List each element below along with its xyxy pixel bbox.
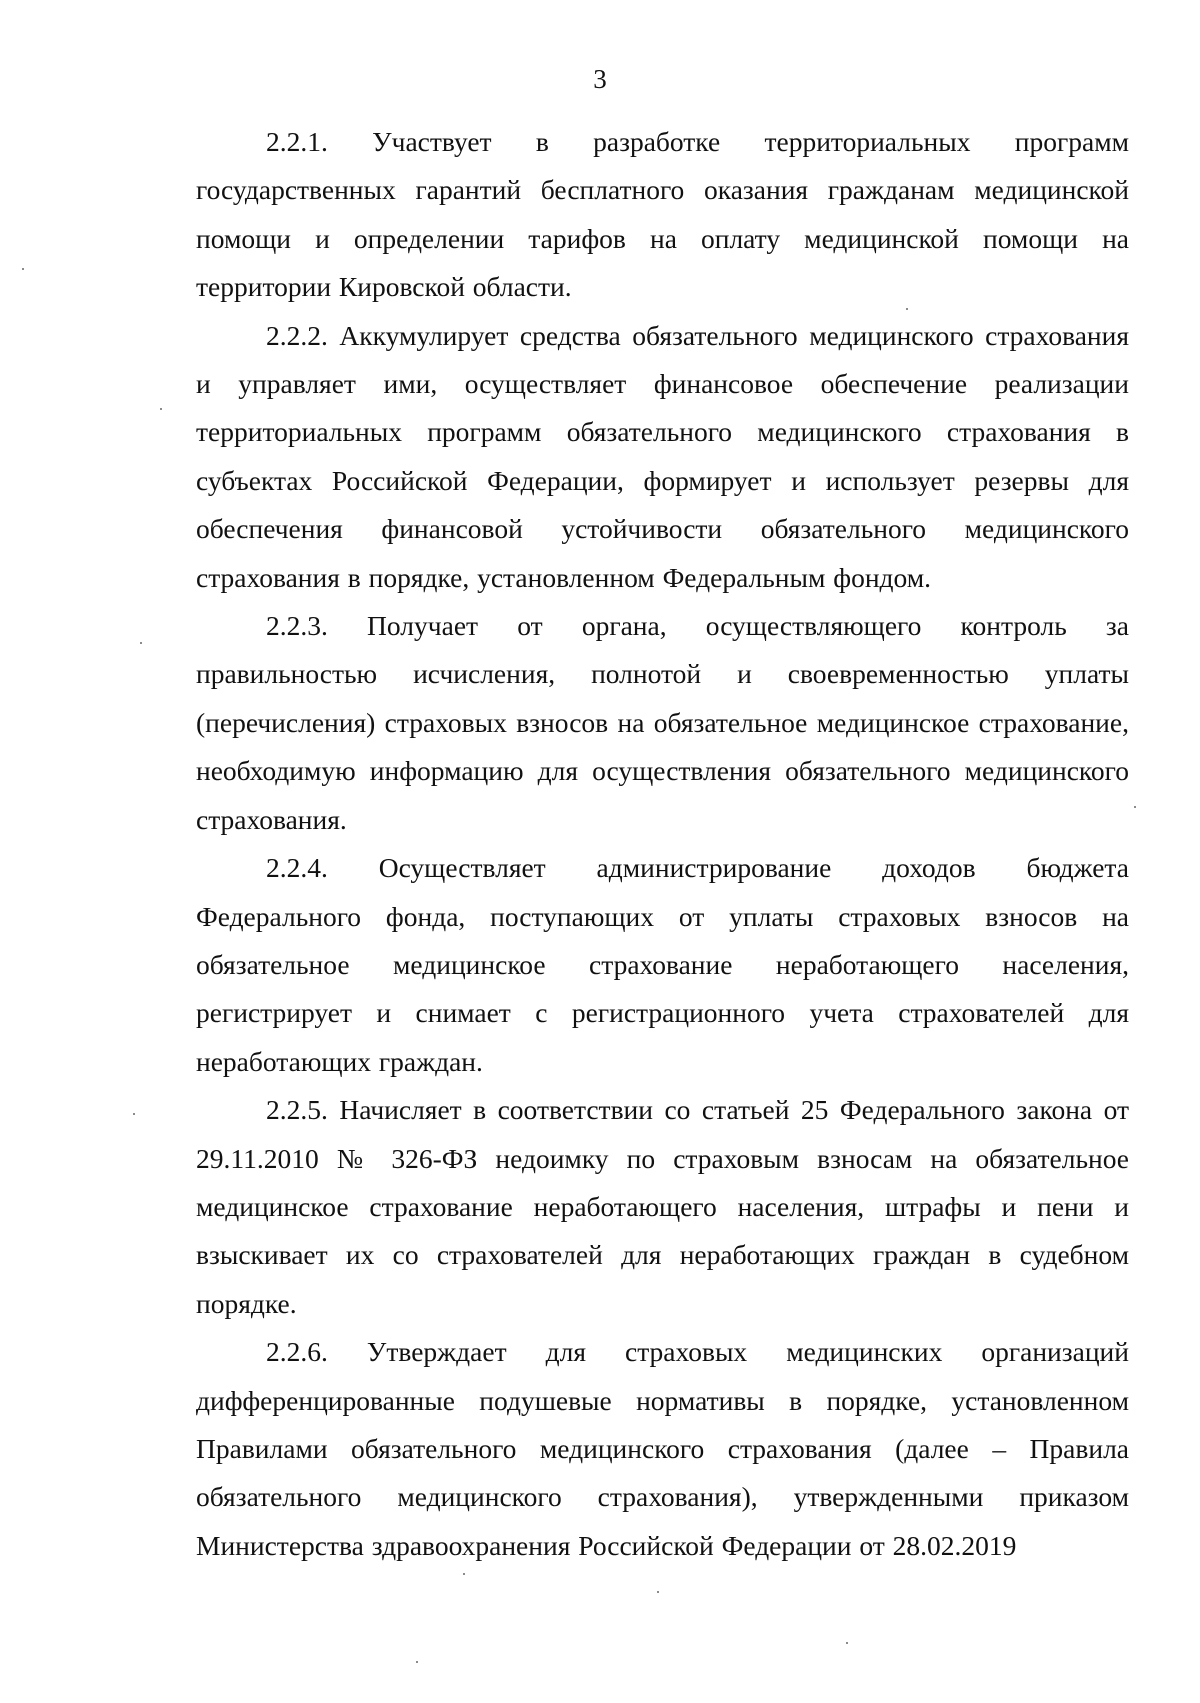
paragraph-2-2-4: 2.2.4. Осуществляет администрирование доходов бюджета Федерального фонда, поступающих от уплаты страховых взносов на обязательное медицинское страхование неработающего населения, регистрирует и снимает с регистрационного учета страхователей для неработающих граждан. [196, 852, 1129, 1077]
scan-speck [657, 1591, 659, 1593]
paragraph-2-2-2: 2.2.2. Аккумулирует средства обязательного медицинского страхования и управляет ими, осуществляет финансовое обеспечение реализации территориальных программ обязательного медицинского страхования в субъектах Российской Федерации, формирует и использует резервы для обеспечения финансовой устойчивости обязательного медицинского страхования в порядке, установленном Федеральным фондом. [196, 319, 1129, 593]
scan-speck [416, 1661, 418, 1663]
scan-speck [160, 408, 162, 410]
scan-speck [906, 308, 908, 310]
paragraph-2-2-3: 2.2.3. Получает от органа, осуществляющего контроль за правильностью исчисления, полнотой и своевременностью уплаты (перечисления) страховых взносов на обязательное медицинское страхование, необходимую информацию для осуществления обязательного медицинского страхования. [196, 610, 1129, 835]
scan-speck [1134, 806, 1136, 808]
paragraph-2-2-6: 2.2.6. Утверждает для страховых медицинских организаций дифференцированные подушевые нормативы в порядке, установленном Правилами обязательного медицинского страхования (далее – Правила обязательного медицинского страхования), утвержденными приказом Министерства здравоохранения Российской Федерации от 28.02.2019 [196, 1336, 1129, 1561]
paragraph-2-2-5: 2.2.5. Начисляет в соответствии со статьей 25 Федерального закона от 29.11.2010 № 326-ФЗ недоимку по страховым взносам на обязательное медицинское страхование неработающего населения, штрафы и пени и взыскивает их со страхователей для неработающих граждан в судебном порядке. [196, 1094, 1129, 1319]
page-number: 3 [593, 64, 607, 94]
scan-speck [846, 1642, 848, 1644]
document-body [196, 118, 1129, 1570]
scan-speck [463, 1573, 465, 1575]
scan-speck [22, 268, 24, 270]
scan-speck [140, 642, 142, 644]
paragraph-2-2-1: 2.2.1. Участвует в разработке территориальных программ государственных гарантий бесплатного оказания гражданам медицинской помощи и определении тарифов на оплату медицинской помощи на территории Кировской области. [196, 126, 1129, 303]
scan-speck [133, 1113, 135, 1115]
